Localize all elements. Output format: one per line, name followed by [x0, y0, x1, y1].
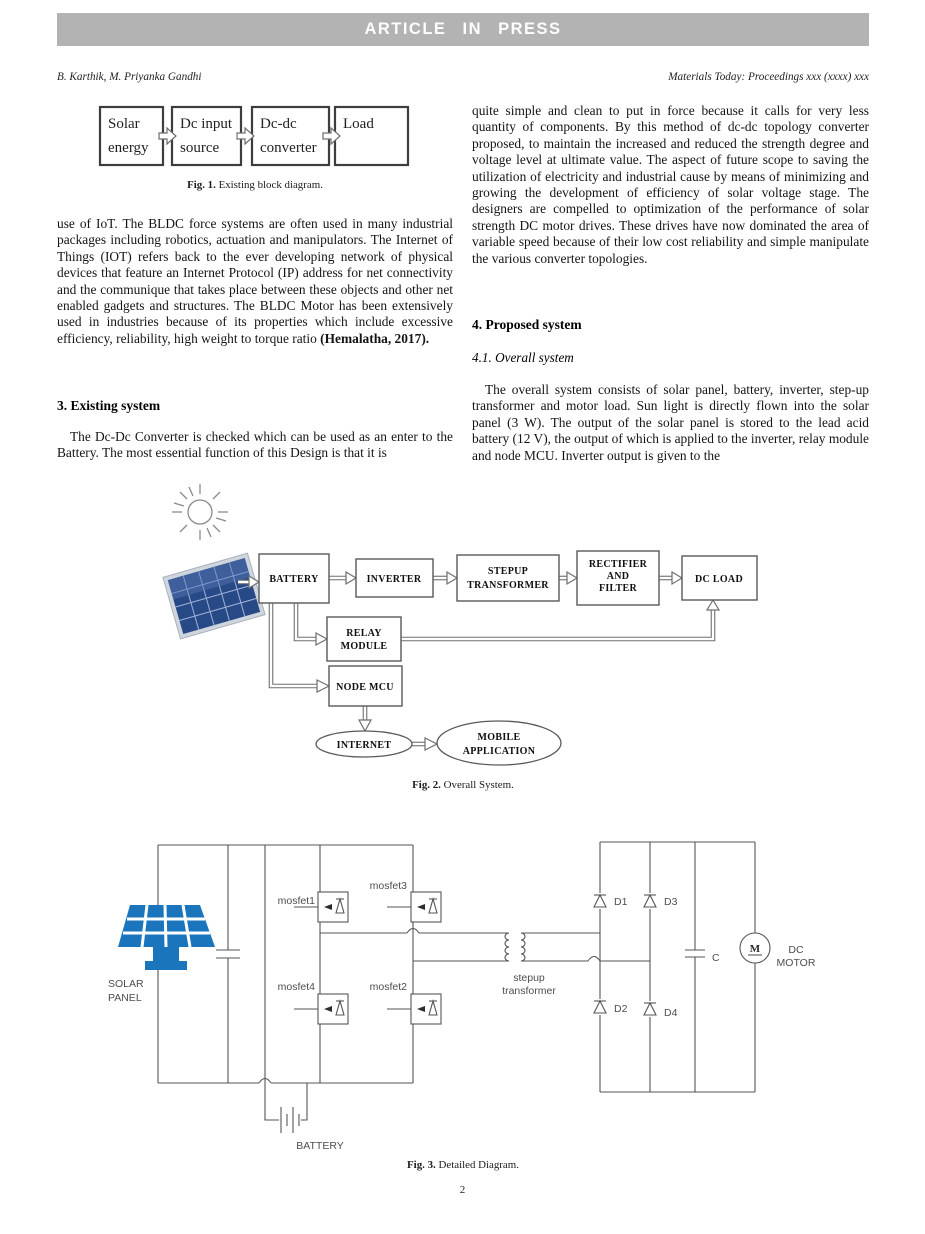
fig2-box-relay-module: [327, 617, 401, 661]
fig1-box-dc-input-source: [172, 107, 241, 165]
svg-text:mosfet4: mosfet4: [277, 981, 315, 993]
svg-text:INTERNET: INTERNET: [336, 740, 392, 751]
fig2-box-battery: [259, 554, 329, 603]
svg-text:stepup: stepup: [513, 972, 545, 984]
svg-text:converter: converter: [260, 140, 317, 156]
svg-text:D1: D1: [614, 896, 628, 908]
svg-text:NODE MCU: NODE MCU: [336, 682, 394, 693]
solar-panel-image: [163, 553, 265, 639]
svg-text:RECTIFIER: RECTIFIER: [588, 559, 648, 570]
svg-text:Load: Load: [343, 116, 374, 132]
svg-text:FILTER: FILTER: [598, 583, 638, 594]
sun-icon: [172, 484, 228, 540]
fig2-box-stepup-transformer: [457, 555, 559, 601]
right-paragraph-1: quite simple and clean to put in force because it calls for very less quantity of components. By this method of dc-dc topology converter proposed, to maintain the increased and reduced the strength degree and voltage level at ultimate value. The aspect of future scope to saving the utilization of electricity and industrial cause by means of minimizing and growing the development of efficiency of solar voltage stage. The designers are compelled to optimization of the performance of solar strength DC motor drives. These drives have now dominated the area of variable speed because of their low cost reliability and simple manipulate the various converter topologies.: [472, 103, 869, 266]
diode-d4-icon: [644, 1003, 656, 1015]
svg-text:Dc-dc: Dc-dc: [260, 116, 297, 132]
battery-symbol-icon: [281, 1107, 299, 1133]
page-number: 2: [459, 1184, 466, 1196]
svg-text:source: source: [180, 140, 220, 156]
svg-text:TRANSFORMER: TRANSFORMER: [467, 580, 549, 591]
svg-text:STEPUP: STEPUP: [487, 566, 529, 577]
left-paragraph-1: use of IoT. The BLDC force systems are often used in many industrial packages including robotics, actuation and manipulators. The Internet of Things (IOT) refers back to the ever developing network of physical devices that feature an Internet Protocol (IP) address for net connectivity and the communique that takes place between these objects and other net enabled gadgets and structures. The BLDC Motor has been extensively used in industries because of its properties which include excessive efficiency, reliability, high weight to torque ratio (Hemalatha, 2017).: [57, 216, 453, 346]
mosfet4-icon: [294, 994, 348, 1024]
fig1-box-solar-energy: [100, 107, 163, 165]
svg-text:M: M: [749, 943, 761, 955]
dc-motor-icon: [740, 933, 770, 963]
section-41-heading: 4.1. Overall system: [472, 350, 574, 365]
figure2-overall-system: [57, 478, 869, 778]
svg-text:D2: D2: [614, 1003, 628, 1015]
left-paragraph-2: The Dc-Dc Converter is checked which can be used as an enter to the Battery. The most essential function of this Design is that it is: [57, 429, 453, 461]
svg-text:MOBILE: MOBILE: [477, 732, 521, 743]
section-4-heading: 4. Proposed system: [472, 317, 582, 332]
authors-line: B. Karthik, M. Priyanka Gandhi: [57, 71, 202, 83]
diode-d1-icon: [594, 895, 606, 907]
svg-text:MOTOR: MOTOR: [776, 957, 816, 969]
figure1-caption: Fig. 1. Existing block diagram.: [187, 179, 323, 191]
fig2-ellipse-mobile-application: [437, 721, 561, 765]
svg-text:energy: energy: [108, 140, 149, 156]
svg-text:mosfet1: mosfet1: [277, 895, 315, 907]
svg-text:mosfet3: mosfet3: [369, 880, 407, 892]
solar-panel-icon: [118, 905, 215, 970]
svg-text:Dc input: Dc input: [180, 116, 233, 132]
svg-text:INVERTER: INVERTER: [366, 574, 422, 585]
fig3-circuit-wires: [158, 842, 755, 1120]
figure3-detailed-diagram: [57, 835, 869, 1160]
svg-text:mosfet2: mosfet2: [369, 981, 407, 993]
svg-text:PANEL: PANEL: [108, 992, 142, 1004]
fig1-box-load: [335, 107, 408, 165]
fig3-labels: [108, 880, 816, 1152]
svg-text:MODULE: MODULE: [340, 641, 388, 652]
svg-text:SOLAR: SOLAR: [108, 978, 144, 990]
svg-text:AND: AND: [606, 571, 630, 582]
fig1-box-dcdc-converter: [252, 107, 329, 165]
svg-text:C: C: [712, 952, 720, 964]
figure3-caption: Fig. 3. Detailed Diagram.: [407, 1159, 519, 1171]
fig2-box-dc-load: [682, 556, 757, 600]
right-paragraph-2: The overall system consists of solar panel, battery, inverter, step-up transformer and motor load. Sun light is directly flown into the solar panel (3 W). The output of the solar panel is stored to the lead acid battery (12 V), the output of which is applied to the inverter, relay module and node MCU. Inverter output is given to the: [472, 382, 869, 463]
svg-text:BATTERY: BATTERY: [296, 1140, 344, 1152]
figure2-caption: Fig. 2. Overall System.: [412, 779, 514, 791]
svg-text:BATTERY: BATTERY: [269, 574, 319, 585]
svg-text:Solar: Solar: [108, 116, 140, 132]
svg-text:D3: D3: [664, 896, 678, 908]
fig2-ellipse-internet: [316, 731, 412, 757]
svg-text:DC LOAD: DC LOAD: [695, 574, 743, 585]
article-in-press-banner: ARTICLE IN PRESS: [57, 13, 869, 46]
journal-line: Materials Today: Proceedings xxx (xxxx) xxx: [668, 71, 869, 83]
figure1-block-diagram: [57, 100, 457, 170]
svg-text:transformer: transformer: [502, 985, 556, 997]
diode-d2-icon: [594, 1001, 606, 1013]
diode-d3-icon: [644, 895, 656, 907]
svg-text:RELAY: RELAY: [346, 628, 382, 639]
fig2-box-rectifier-filter: [577, 551, 659, 605]
mosfet3-icon: [387, 892, 441, 922]
svg-text:D4: D4: [664, 1007, 678, 1019]
section-3-heading: 3. Existing system: [57, 398, 161, 413]
mosfet2-icon: [387, 994, 441, 1024]
fig2-box-node-mcu: [329, 666, 402, 706]
svg-text:DC: DC: [788, 944, 804, 956]
fig2-box-inverter: [356, 559, 433, 597]
citation-hemalatha: (Hemalatha, 2017).: [320, 330, 430, 346]
svg-text:APPLICATION: APPLICATION: [462, 746, 536, 757]
